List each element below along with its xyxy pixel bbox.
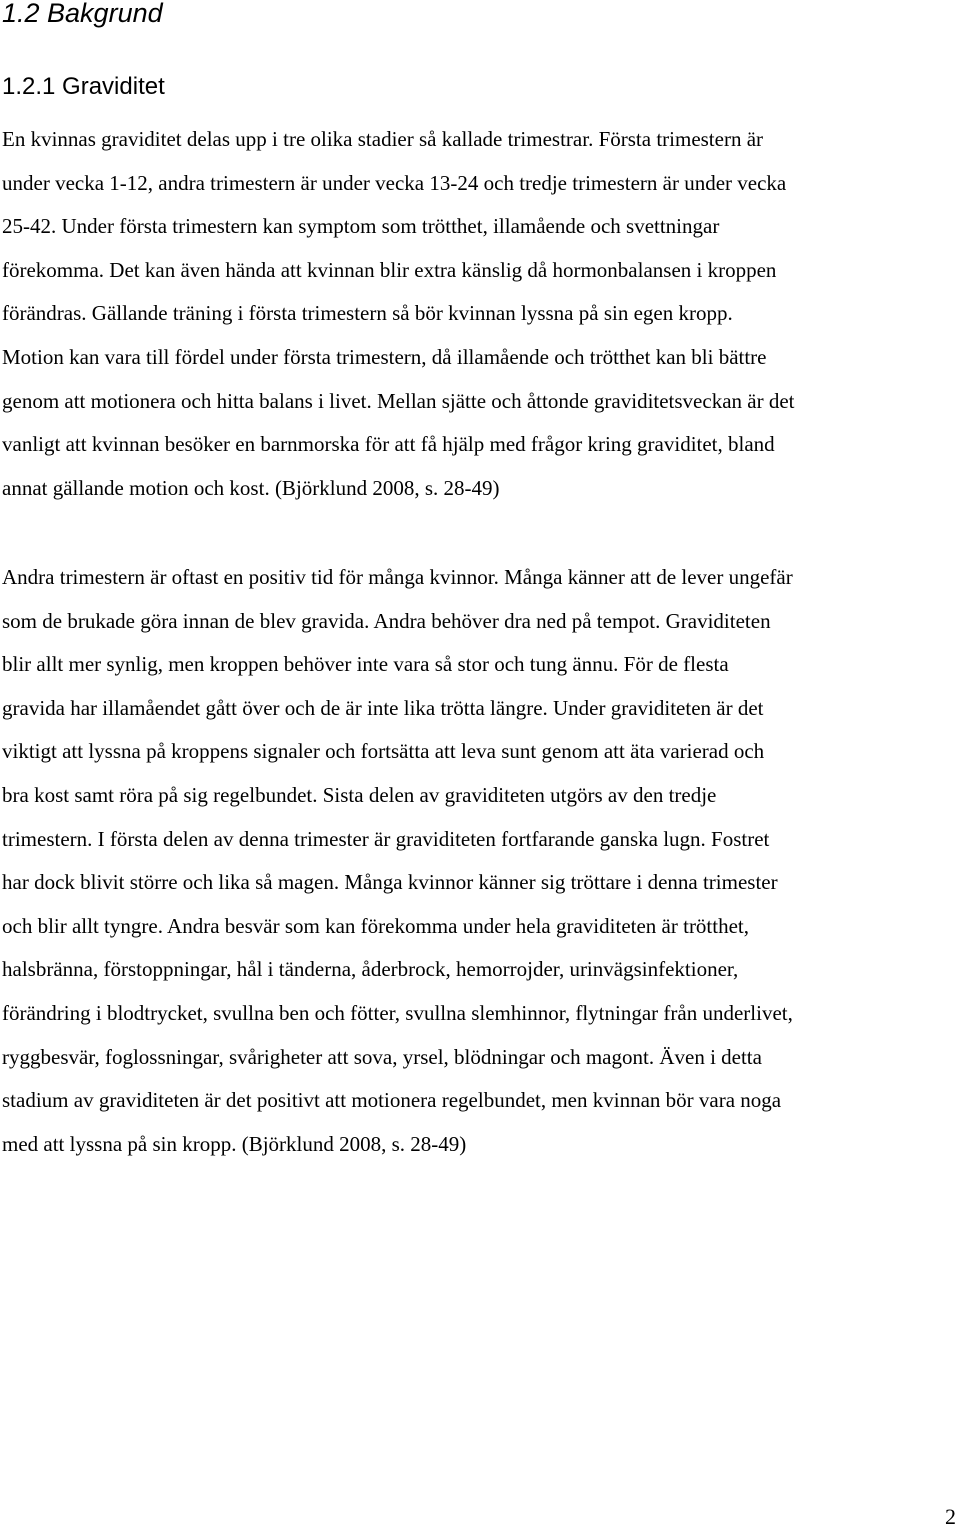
- text-line: stadium av graviditeten är det positivt att motionera regelbundet, men kvinnan bör vara noga: [2, 1088, 782, 1113]
- text-line: med att lyssna på sin kropp. (Björklund 2008, s. 28-49): [2, 1131, 467, 1156]
- text-line: gravida har illamåendet gått över och de är inte lika trötta längre. Under graviditeten är det: [2, 695, 764, 720]
- text-line: och blir allt tyngre. Andra besvär som kan förekomma under hela graviditeten är trötthet,: [2, 913, 750, 938]
- text-line: blir allt mer synlig, men kroppen behöver inte vara så stor och tung ännu. För de flesta: [2, 652, 729, 677]
- paragraph-second-third-trimester: [2, 556, 958, 1166]
- text-line: genom att motionera och hitta balans i livet. Mellan sjätte och åttonde graviditetsveckan är det: [2, 388, 795, 413]
- text-line: En kvinnas graviditet delas upp i tre olika stadier så kallade trimestrar. Första trimestern är: [2, 127, 764, 151]
- text-line: annat gällande motion och kost. (Björklund 2008, s. 28-49): [2, 475, 500, 500]
- text-line: 25-42. Under första trimestern kan symptom som trötthet, illamående och svettningar: [2, 214, 720, 239]
- section-heading: 1.2 Bakgrund: [2, 0, 163, 28]
- text-line: Andra trimestern är oftast en positiv tid för många kvinnor. Många känner att de lever ungefär: [2, 565, 793, 589]
- subsection-heading: 1.2.1 Graviditet: [2, 73, 165, 100]
- text-line: under vecka 1-12, andra trimestern är under vecka 13-24 och tredje trimestern är under vecka: [2, 170, 787, 195]
- text-line: vanligt att kvinnan besöker en barnmorska för att få hjälp med frågor kring graviditet, bland: [2, 432, 775, 457]
- text-line: har dock blivit större och lika så magen. Många kvinnor känner sig tröttare i denna trimester: [2, 870, 778, 895]
- text-line: förekomma. Det kan även hända att kvinnan blir extra känslig då hormonbalansen i kroppen: [2, 257, 777, 282]
- text-line: trimestern. I första delen av denna trimester är graviditeten fortfarande ganska lugn. Fostret: [2, 826, 770, 851]
- paragraph-first-trimester: [2, 118, 958, 510]
- text-line: bra kost samt röra på sig regelbundet. Sista delen av graviditeten utgörs av den tredje: [2, 782, 717, 807]
- page-number: 2: [945, 1504, 956, 1529]
- text-line: förändras. Gällande träning i första trimestern så bör kvinnan lyssna på sin egen kropp.: [2, 301, 733, 326]
- text-line: förändring i blodtrycket, svullna ben och fötter, svullna slemhinnor, flytningar från underlivet,: [2, 1000, 793, 1025]
- text-line: ryggbesvär, foglossningar, svårigheter att sova, yrsel, blödningar och magont. Även i detta: [2, 1044, 762, 1069]
- text-line: som de brukade göra innan de blev gravida. Andra behöver dra ned på tempot. Graviditeten: [2, 608, 771, 633]
- text-line: viktigt att lyssna på kroppens signaler och fortsätta att leva sunt genom att äta varierad och: [2, 739, 765, 764]
- text-line: halsbränna, förstoppningar, hål i tänderna, åderbrock, hemorrojder, urinvägsinfektioner,: [2, 957, 739, 982]
- text-line: Motion kan vara till fördel under första trimestern, då illamående och trötthet kan bli bättre: [2, 344, 767, 369]
